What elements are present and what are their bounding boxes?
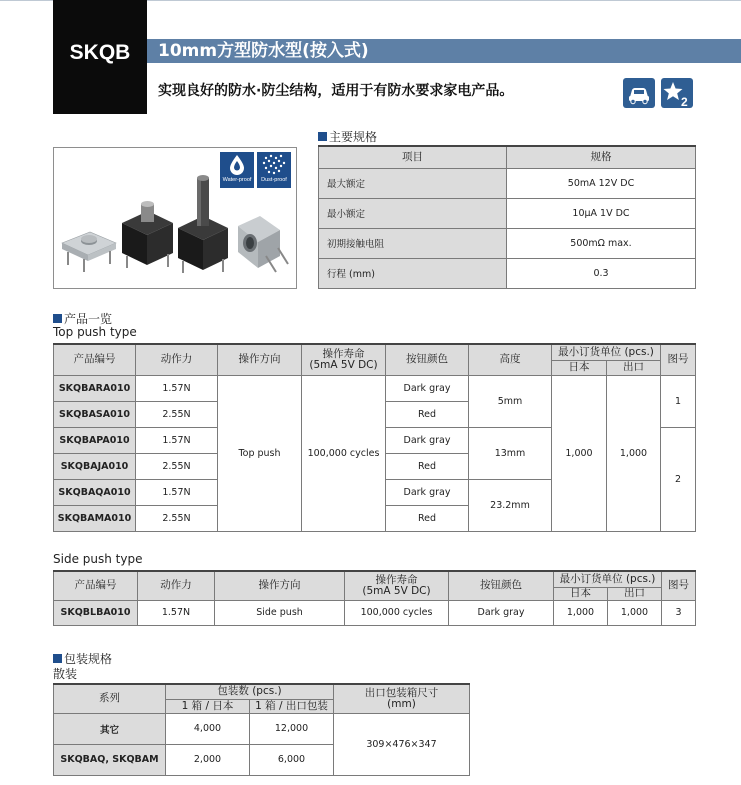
col-qty-japan: 1 箱 / 日本 <box>166 699 250 713</box>
product-code: SKQBLBA010 <box>54 600 138 625</box>
life-cell: 100,000 cycles <box>302 375 386 531</box>
water-drop-icon <box>220 152 254 176</box>
specs-item: 最小额定 <box>319 198 507 228</box>
col-life: 操作寿命 (5mA 5V DC) <box>345 571 449 600</box>
col-moq: 最小订货单位 (pcs.) <box>552 344 661 360</box>
table-row <box>54 600 696 625</box>
page-title: 10mm方型防水型(按入式) <box>158 41 369 61</box>
section-square-icon <box>318 132 327 141</box>
specs-item: 行程 (mm) <box>319 258 507 288</box>
star-rank-icon <box>661 78 693 108</box>
specs-row <box>319 198 696 228</box>
col-fig: 图号 <box>662 571 696 600</box>
height-cell: 5mm <box>469 375 552 427</box>
product-code: SKQBAJA010 <box>54 453 136 479</box>
height-cell: 13mm <box>469 427 552 479</box>
water-proof-badge <box>220 152 254 188</box>
box-size-cell: 309×476×347 <box>334 713 470 775</box>
color-cell: Dark gray <box>386 375 469 401</box>
specs-row <box>319 228 696 258</box>
page-subtitle: 实现良好的防水·防尘结构，适用于有防水要求家电产品。 <box>158 83 514 99</box>
specs-col-spec: 规格 <box>507 146 696 168</box>
force-cell: 1.57N <box>138 600 215 625</box>
packaging-table <box>53 683 470 776</box>
life-cell: 100,000 cycles <box>345 600 449 625</box>
products-heading: 产品一览 <box>53 310 112 327</box>
car-audio-icon <box>623 78 655 108</box>
color-cell: Red <box>386 505 469 531</box>
force-cell: 2.55N <box>136 453 218 479</box>
col-moq-export: 出口 <box>607 360 661 375</box>
col-fig: 图号 <box>661 344 696 375</box>
specs-value: 500mΩ max. <box>507 228 696 258</box>
force-cell: 1.57N <box>136 375 218 401</box>
specs-value: 50mA 12V DC <box>507 168 696 198</box>
col-series: 系列 <box>54 684 166 713</box>
moq-export-cell: 1,000 <box>607 375 661 531</box>
product-code: SKQBAQA010 <box>54 479 136 505</box>
color-cell: Dark gray <box>386 427 469 453</box>
specs-row <box>319 168 696 198</box>
table-row <box>54 713 470 744</box>
col-moq-japan: 日本 <box>552 360 607 375</box>
col-force: 动作力 <box>138 571 215 600</box>
col-code: 产品编号 <box>54 571 138 600</box>
moq-japan-cell: 1,000 <box>554 600 608 625</box>
col-direction: 操作方向 <box>215 571 345 600</box>
color-cell: Dark gray <box>449 600 554 625</box>
col-color: 按钮颜色 <box>449 571 554 600</box>
col-force: 动作力 <box>136 344 218 375</box>
specs-table <box>318 145 696 289</box>
product-code: SKQBAMA010 <box>54 505 136 531</box>
section-square-icon <box>53 654 62 663</box>
svg-text:2: 2 <box>681 95 688 108</box>
dust-proof-label: Dust-proof <box>261 177 287 183</box>
col-code: 产品编号 <box>54 344 136 375</box>
product-code: SKQBARA010 <box>54 375 136 401</box>
side-push-table <box>53 570 696 626</box>
force-cell: 2.55N <box>136 505 218 531</box>
fig-cell: 1 <box>661 375 696 427</box>
force-cell: 1.57N <box>136 427 218 453</box>
specs-col-item: 项目 <box>319 146 507 168</box>
col-moq: 最小订货单位 (pcs.) <box>554 571 662 587</box>
col-qty: 包装数 (pcs.) <box>166 684 334 699</box>
col-moq-japan: 日本 <box>554 587 608 600</box>
direction-cell: Side push <box>215 600 345 625</box>
dust-particles-icon <box>257 152 291 176</box>
product-code: SKQBAPA010 <box>54 427 136 453</box>
moq-export-cell: 1,000 <box>608 600 662 625</box>
specs-item: 初期接触电阻 <box>319 228 507 258</box>
product-photo <box>53 147 297 289</box>
model-code: SKQB <box>69 41 131 64</box>
table-row <box>54 375 696 401</box>
specs-row <box>319 258 696 288</box>
force-cell: 1.57N <box>136 479 218 505</box>
col-height: 高度 <box>469 344 552 375</box>
side-push-label: Side push type <box>53 552 143 566</box>
fig-cell: 3 <box>662 600 696 625</box>
water-proof-label: Water-proof <box>222 177 252 183</box>
color-cell: Red <box>386 401 469 427</box>
color-cell: Dark gray <box>386 479 469 505</box>
qty-japan-cell: 4,000 <box>166 713 250 744</box>
product-code: SKQBASA010 <box>54 401 136 427</box>
section-square-icon <box>53 314 62 323</box>
qty-japan-cell: 2,000 <box>166 744 250 775</box>
fig-cell: 2 <box>661 427 696 531</box>
height-cell: 23.2mm <box>469 479 552 531</box>
qty-export-cell: 12,000 <box>250 713 334 744</box>
col-qty-export: 1 箱 / 出口包装 <box>250 699 334 713</box>
col-box-size: 出口包装箱尺寸 (mm) <box>334 684 470 713</box>
qty-export-cell: 6,000 <box>250 744 334 775</box>
col-direction: 操作方向 <box>218 344 302 375</box>
moq-japan-cell: 1,000 <box>552 375 607 531</box>
dust-proof-badge <box>257 152 291 188</box>
color-cell: Red <box>386 453 469 479</box>
packaging-heading: 包装规格 <box>53 650 112 667</box>
specs-value: 10μA 1V DC <box>507 198 696 228</box>
specs-item: 最大额定 <box>319 168 507 198</box>
series-cell: SKQBAQ, SKQBAM <box>54 744 166 775</box>
top-push-label: Top push type <box>53 325 137 339</box>
packaging-sub: 散装 <box>53 667 78 681</box>
col-life: 操作寿命 (5mA 5V DC) <box>302 344 386 375</box>
col-color: 按钮颜色 <box>386 344 469 375</box>
col-moq-export: 出口 <box>608 587 662 600</box>
top-push-table <box>53 343 696 532</box>
specs-value: 0.3 <box>507 258 696 288</box>
series-cell: 其它 <box>54 713 166 744</box>
direction-cell: Top push <box>218 375 302 531</box>
force-cell: 2.55N <box>136 401 218 427</box>
specs-heading: 主要规格 <box>318 128 377 145</box>
